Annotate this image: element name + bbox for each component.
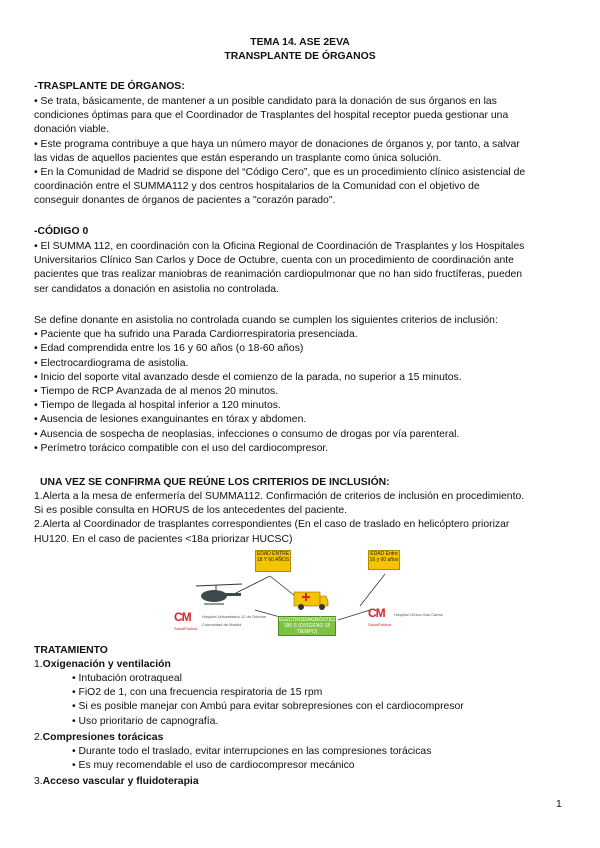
text-line: 1.Alerta a la mesa de enfermería del SUMMA112. Confirmación de criterios de inclusión en procedimiento.	[34, 491, 525, 502]
text-line: las vidas de aquellos pacientes que están esperando un trasplante como única solución.	[34, 152, 442, 164]
treatment-item-2	[34, 731, 163, 745]
item-number: 2.	[34, 732, 43, 743]
list-item: • Si es posible manejar con Ambú para evitar sobrepresiones con el cardiocompresor	[72, 701, 464, 713]
text-line: • Se trata, básicamente, de mantener a un posible candidato para la donación de sus órganos en las	[34, 96, 497, 107]
item-title: Oxigenación y ventilación	[42, 659, 171, 670]
text-line: • El SUMMA 112, en coordinación con la Oficina Regional de Coordinación de Trasplantes y los Hospitales	[34, 241, 525, 252]
item-title: Compresiones torácicas	[42, 732, 164, 743]
text-line: • En la Comunidad de Madrid se dispone del “Código Cero”, que es un procedimiento clínico asistencial de	[34, 167, 526, 179]
item-title: Acceso vascular y fluidoterapia	[42, 776, 199, 787]
text-line: 2.Alerta al Coordinador de trasplantes correspondientes (En el caso de traslado en helicóptero priorizar	[34, 519, 510, 531]
list-item: • Inicio del soporte vital avanzado desde el comienzo de la parada, no superior a 15 minutos.	[34, 371, 462, 383]
list-item: • Ausencia de lesiones exanguinantes en tórax y abdomen.	[34, 414, 307, 426]
criteria-list	[34, 314, 574, 456]
treatment-heading: TRATAMIENTO	[34, 645, 108, 656]
text-line: HU120. En el caso de pacientes <18a priorizar HUCSC)	[34, 533, 293, 545]
text-line: coordinación entre el SUMMA112 y dos centros hospitalarios de la Comunidad con el objetivo de	[34, 181, 480, 193]
age-box-left: EDAD ENTRE 18 Y 60 AÑOS	[255, 550, 291, 572]
list-item: • FiO2 de 1, con una frecuencia respiratoria de 15 rpm	[72, 687, 323, 699]
logo-left-main: CM	[174, 610, 191, 624]
ambulance-icon	[292, 588, 330, 612]
logo-right-main: CM	[368, 606, 385, 620]
criteria-intro: Se define donante en asistolia no controlada cuando se cumplen los siguientes criterios de inclusión:	[34, 315, 498, 326]
section-heading-trasplante: -TRASPLANTE DE ÓRGANOS:	[34, 81, 185, 92]
list-item: • Tiempo de RCP Avanzada de al menos 20 minutos.	[34, 386, 279, 398]
list-item: • Tiempo de llegada al hospital inferior a 120 minutos.	[34, 400, 281, 412]
text-line: ser candidatos a donación en asistolia no controlada.	[34, 283, 279, 295]
list-item: • Perímetro torácico compatible con el uso del cardiocompresor.	[34, 442, 329, 454]
arrow-line	[360, 574, 385, 606]
hospital-left-label: Hospital Universitario 12 de Octubre	[202, 614, 267, 619]
text-line: condiciones óptimas para que el Coordinador de Trasplantes del hospital receptor pueda gestionar una	[34, 110, 509, 122]
section-body-codigo	[34, 240, 574, 297]
header-subtitle: TRANSPLANTE DE ÓRGANOS	[224, 51, 376, 62]
header-title: TEMA 14. ASE 2EVA	[250, 37, 350, 48]
arrow-line	[338, 610, 370, 620]
section-heading-codigo: -CÓDIGO 0	[34, 226, 89, 237]
hospital-left-sublabel: Comunidad de Madrid	[202, 622, 242, 627]
list-item: • Ausencia de sospecha de neoplasias, infecciones o consumo de drogas por vía parenteral.	[34, 428, 460, 440]
list-item: • Intubación orotraqueal	[72, 673, 182, 684]
section-body-trasplante	[34, 95, 574, 209]
list-item: • Paciente que ha sufrido una Parada Cardiorrespiratoria presenciada.	[34, 329, 358, 341]
list-item: • Edad comprendida entre los 16 y 60 años (o 18-60 años)	[34, 343, 304, 355]
list-item: • Durante todo el traslado, evitar interrupciones en las compresiones torácicas	[72, 746, 432, 757]
section-body-inclusion	[34, 490, 574, 547]
item-number: 1.	[34, 659, 43, 670]
electro-box: ELECTRODIAGNÓSTICO 180 S (OXÍGENO 18 TIEMPO)	[279, 617, 338, 635]
list-item: • Electrocardiograma de asistolia.	[34, 357, 189, 369]
text-line: donación viable.	[34, 124, 110, 136]
text-line: conseguir donantes de órganos de pacientes a "corazón parado".	[34, 195, 336, 207]
list-item: • Uso prioritario de capnografía.	[72, 715, 219, 727]
text-line: Si es posible consulta en HORUS de los antecedentes del paciente.	[34, 505, 348, 517]
text-line: Universitarios Clínico San Carlos y Doce de Octubre, cuenta con un procedimiento de coordinación ante	[34, 255, 514, 267]
helicopter-icon	[194, 582, 244, 608]
list-item: • Es muy recomendable el uso de cardiocompresor mecánico	[72, 760, 355, 772]
section-heading-inclusion: UNA VEZ SE CONFIRMA QUE REÚNE LOS CRITERIOS DE INCLUSIÓN:	[40, 477, 390, 488]
transfer-diagram	[160, 548, 450, 640]
text-line: pacientes que tras realizar maniobras de reanimación cardiopulmonar que no han sido fructíferas, pueden	[34, 269, 523, 281]
item-number: 3.	[34, 776, 43, 787]
treatment-item-2-bullets	[72, 745, 572, 773]
treatment-item-1-bullets	[72, 672, 572, 729]
logo-left-sub: SaludPública	[174, 626, 198, 631]
text-line: • Este programa contribuye a que haya un número mayor de donaciones de órganos y, por tanto, a salvar	[34, 138, 520, 150]
logo-right-sub: SaludPública	[368, 622, 392, 627]
treatment-item-3	[34, 775, 199, 789]
hospital-right-label: Hospital Clínico San Carlos	[394, 612, 443, 617]
page-number: 1	[556, 799, 562, 810]
treatment-item-1	[34, 658, 171, 672]
age-box-right: EDAD Entre 16 y 60 años	[368, 550, 400, 570]
